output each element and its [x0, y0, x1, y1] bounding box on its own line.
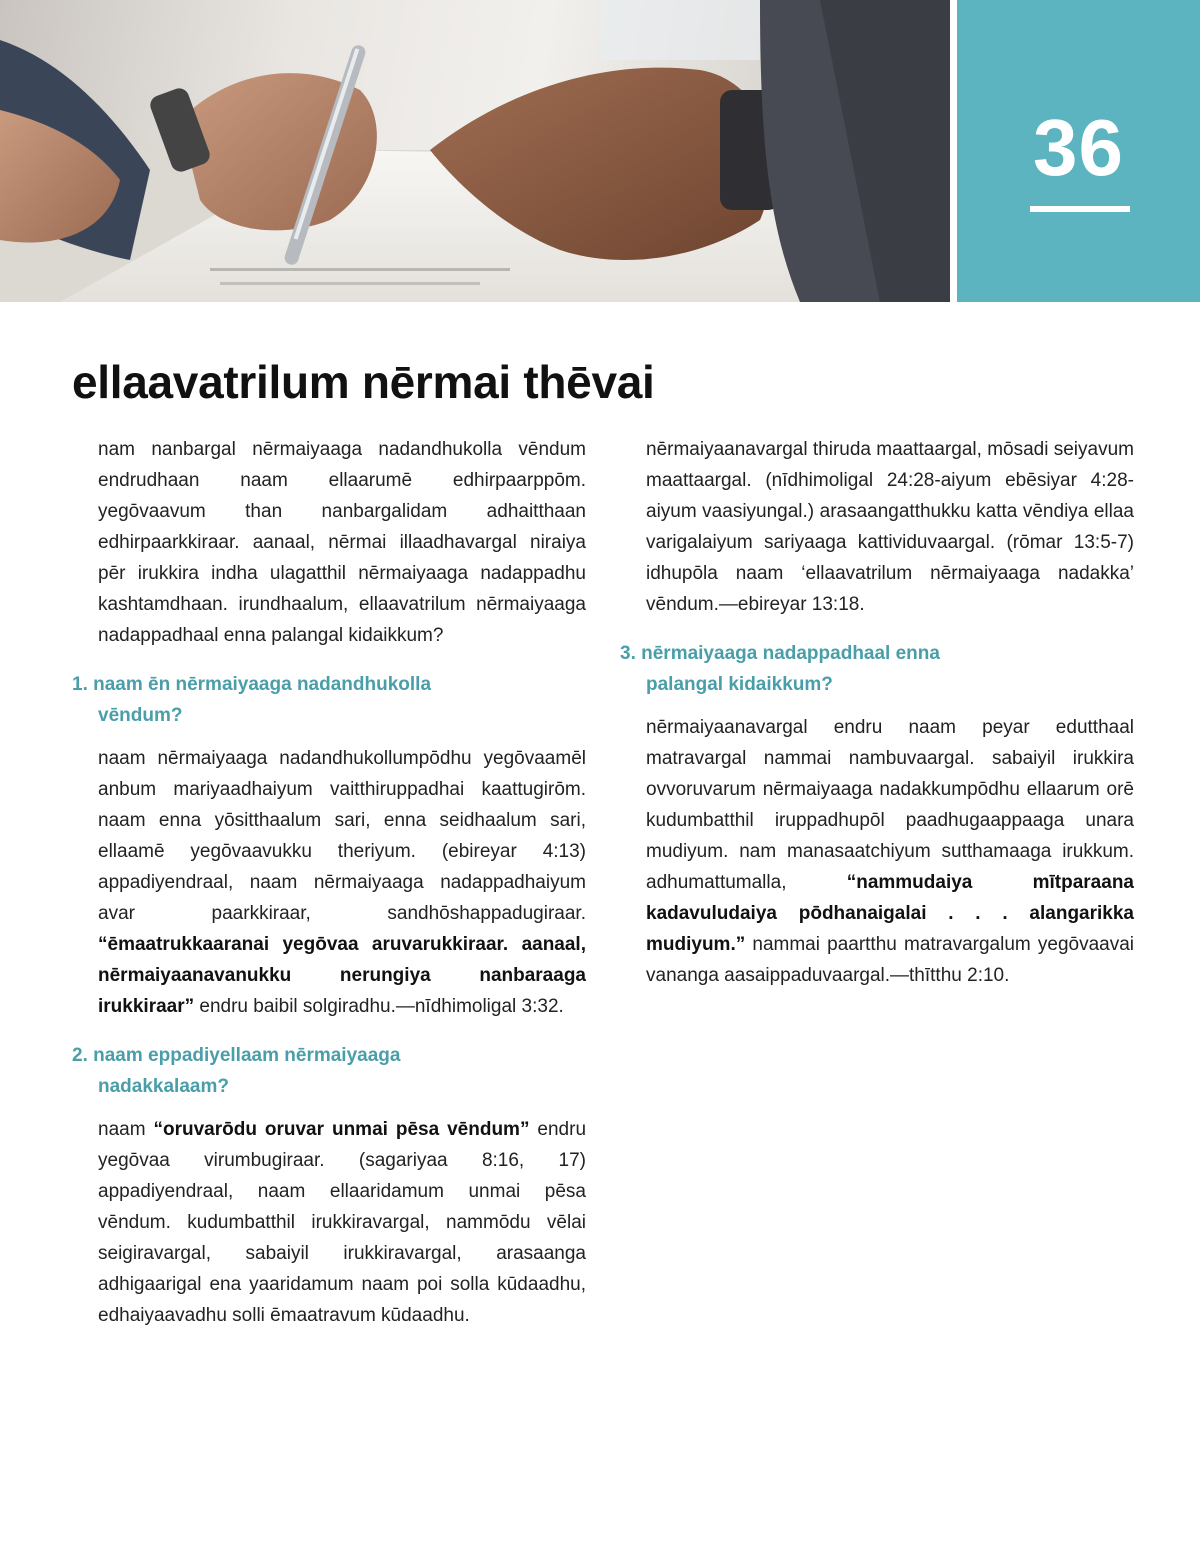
page-title: ellaavatrilum nērmai thēvai	[72, 356, 655, 408]
question-3-heading	[620, 638, 1134, 700]
question-3-text-a: nērmaiyaanavargal endru naam peyar edutthaal matravargal nammai nambuvaargal. sabaiyil irukkira ovvoruvarum nērmaiyaaga nadakkumpōdhu ellaarum orē kudumbatthil iruppadhupōl paadhugaappaaga unara mudiyum. nam manasaatchiyum sutthamaaga irukkum. adhumattumalla,	[646, 717, 1134, 893]
right-column	[620, 434, 1134, 1009]
question-3-text-b: nammai paartthu matravargalum yegōvaavai vananga aasaippaduvaargal.—thītthu 2:10.	[646, 934, 1134, 986]
question-3-heading-line1: 3. nērmaiyaaga nadappadhaal enna	[620, 643, 940, 664]
hero-photo	[0, 0, 950, 302]
question-3-paragraph	[646, 712, 1134, 991]
lesson-number: 36	[1033, 103, 1124, 192]
question-2-heading-line2: nadakkalaam?	[98, 1076, 229, 1097]
question-1-paragraph	[98, 743, 586, 1022]
question-1-text-b: endru baibil solgiradhu.—nīdhimoligal 3:32.	[194, 996, 564, 1017]
question-1-quote: “ēmaatrukkaaranai yegōvaa aruvarukkiraar. aanaal, nērmaiyaanavanukku nerungiya nanbaraaga irukkiraar”	[98, 934, 586, 1017]
question-2-text-a: naam	[98, 1119, 154, 1140]
question-3-quote: “nammudaiya mītparaana kadavuludaiya pōdhanaigalai . . . alangarikka mudiyum.”	[646, 872, 1134, 955]
question-1-heading	[72, 669, 586, 731]
question-2-text-b: endru yegōvaa virumbugiraar. (sagariyaa 8:16, 17) appadiyendraal, naam ellaaridamum unmai pēsa vēndum. kudumbatthil irukkiravargal, nammōdu vēlai seigiravargal, sabaiyil irukkiravargal, arasaanga adhigaarigal ena yaaridamum naam poi solla kūdaadhu, edhaiyaavadhu solli ēmaatravum kūdaadhu.	[98, 1119, 587, 1326]
question-1-heading-line2: vēndum?	[98, 705, 183, 726]
question-2-paragraph	[98, 1114, 586, 1331]
question-1-heading-line1: 1. naam ēn nērmaiyaaga nadandhukolla	[72, 674, 432, 695]
question-2-heading	[72, 1040, 586, 1102]
intro-paragraph: nam nanbargal nērmaiyaaga nadandhukolla vēndum endrudhaan naam ellaarumē edhirpaarppōm. yegōvaavum than nanbargalidam adhaitthaan edhirpaarkkiraar. aanaal, nērmai illaadhavargal niraiya pēr irukkira indha ulagatthil nērmaiyaaga nadappadhu kashtamdhaan. irundhaalum, ellaavatrilum nērmaiyaaga nadappadhaal enna palangal kidaikkum?	[98, 439, 586, 646]
handshake-signing-illustration	[0, 0, 950, 302]
question-2-paragraph-continued: nērmaiyaanavargal thiruda maattaargal, mōsadi seiyavum maattaargal. (nīdhimoligal 24:28-aiyum ebēsiyar 4:28-aiyum vaasiyungal.) arasaangatthukku katta vēndiya ellaa varigalaiyum sariyaaga kattividuvaargal. (rōmar 13:5-7) idhupōla naam ‘ellaavatrilum nērmaiyaaga nadakka’ vēndum.—ebireyar 13:18.	[646, 439, 1134, 615]
left-column	[72, 434, 587, 1349]
lesson-number-badge	[957, 0, 1200, 302]
question-2-quote: “oruvarōdu oruvar unmai pēsa vēndum”	[153, 1119, 530, 1140]
question-3-heading-line2: palangal kidaikkum?	[646, 674, 833, 695]
number-underline	[1030, 206, 1130, 212]
question-2-heading-line1: 2. naam eppadiyellaam nērmaiyaaga	[72, 1045, 401, 1066]
question-1-text-a: naam nērmaiyaaga nadandhukollumpōdhu yegōvaamēl anbum mariyaadhaiyum vaitthiruppadhai kaattugirōm. naam enna yōsitthaalum sari, enna seidhaalum sari, ellaamē yegōvaavukku theriyum. (ebireyar 4:13) appadiyendraal, naam nērmaiyaaga nadappadhaiyum avar paarkkiraar, sandhōshappadugiraar.	[98, 748, 586, 924]
